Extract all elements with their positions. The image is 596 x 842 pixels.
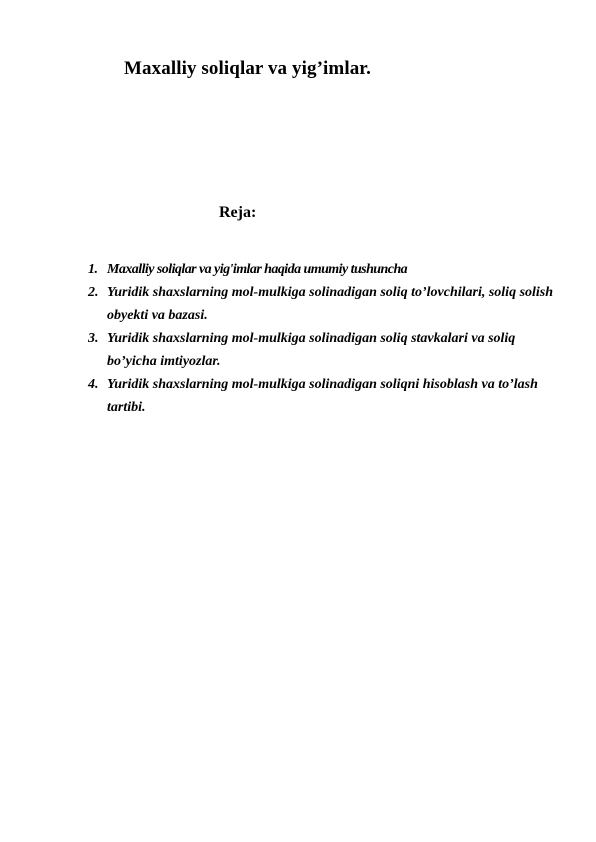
document-title: Maxalliy soliqlar va yig’imlar.: [124, 58, 371, 79]
plan-heading: Reja:: [219, 204, 257, 221]
plan-item-number: 4.: [88, 377, 99, 392]
plan-item-number: 2.: [88, 285, 99, 300]
plan-item-text: Yuridik shaxslarning mol-mulkiga solinadigan soliqni hisoblash va to’lash tartibi.: [107, 377, 538, 415]
plan-item-1: [88, 258, 558, 281]
plan-item-text: Yuridik shaxslarning mol-mulkiga solinadigan soliq stavkalari va soliq bo’yicha imtiyozlar.: [107, 331, 516, 369]
plan-item-text: Yuridik shaxslarning mol-mulkiga solinadigan soliq to’lovchilari, soliq solish obyekti va bazasi.: [107, 285, 554, 323]
plan-item-number: 1.: [88, 262, 98, 277]
plan-item-text: Maxalliy soliqlar va yig'imlar haqida umumiy tushuncha: [107, 262, 408, 277]
plan-item-number: 3.: [88, 331, 99, 346]
plan-item-2: [88, 281, 558, 327]
plan-item-4: [88, 373, 558, 419]
plan-list: [88, 258, 558, 419]
plan-item-3: [88, 327, 558, 373]
